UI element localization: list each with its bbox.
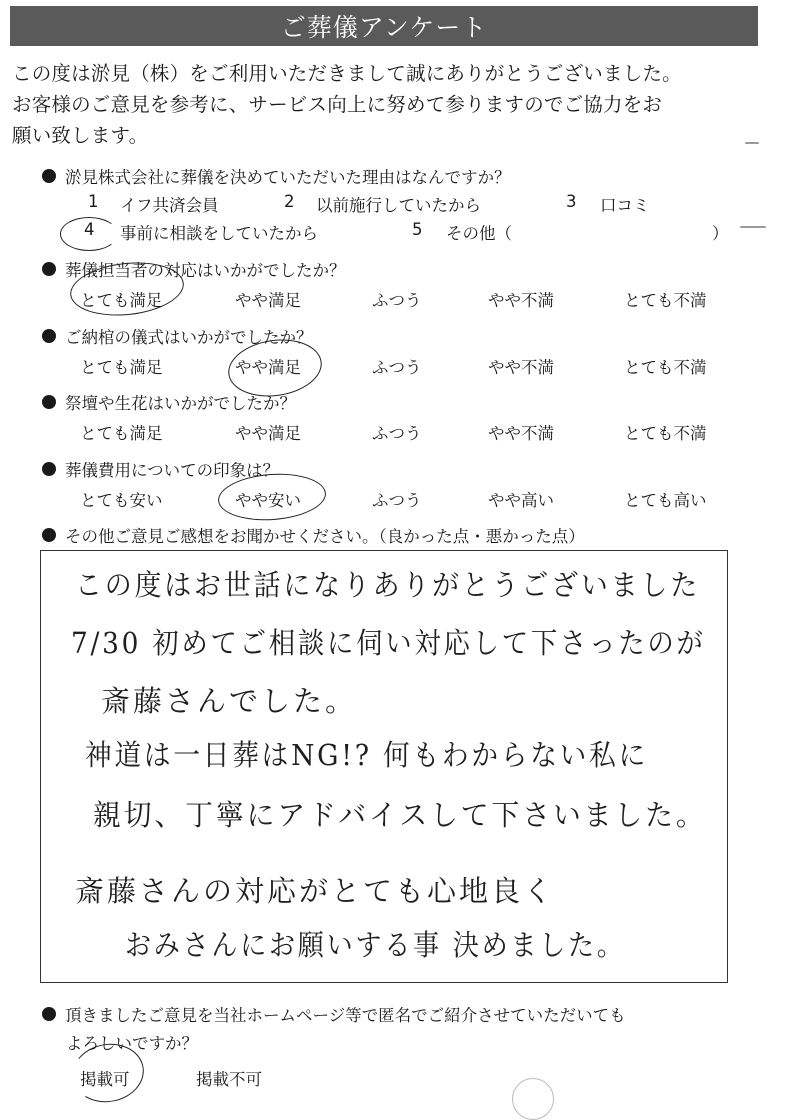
option-altar-4[interactable]: やや不満 <box>488 424 554 443</box>
option-publish-ok[interactable]: 掲載可 <box>80 1070 130 1089</box>
option-reason-5[interactable]: その他（ <box>446 224 512 243</box>
option-altar-3[interactable]: ふつう <box>372 424 422 443</box>
handwritten-line: 神道は一日葬はNG!? 何もわからない私に <box>85 738 649 772</box>
option-staff-3[interactable]: ふつう <box>372 291 422 310</box>
option-encoffining-4[interactable]: やや不満 <box>488 358 554 377</box>
option-staff-2[interactable]: やや満足 <box>235 291 301 310</box>
bullet-icon <box>42 262 56 276</box>
bullet-icon <box>42 329 56 343</box>
bullet-icon <box>42 1007 56 1021</box>
intro-line: 願い致します。 <box>12 124 149 147</box>
question-staff-text: 葬儀担当者の対応はいかがでしたか？ <box>65 261 346 280</box>
option-number: 4 <box>84 220 95 239</box>
scan-mark <box>512 1078 554 1120</box>
option-encoffining-3[interactable]: ふつう <box>372 358 422 377</box>
option-number: 3 <box>566 192 577 211</box>
option-encoffining-2[interactable]: やや満足 <box>235 358 301 377</box>
option-altar-2[interactable]: やや満足 <box>235 424 301 443</box>
scan-mark <box>745 142 759 144</box>
question-encoffining <box>42 324 313 348</box>
intro-line: お客様のご意見を参考に、サービス向上に努めて参りますのでご協力をお <box>12 93 663 116</box>
option-encoffining-1[interactable]: とても満足 <box>80 358 163 377</box>
option-staff-4[interactable]: やや不満 <box>488 291 554 310</box>
option-reason-3[interactable]: 口コミ <box>600 196 650 215</box>
survey-title: ご葬儀アンケート <box>280 13 488 42</box>
handwritten-line: この度はお世話になりありがとうございました <box>75 568 700 602</box>
option-cost-4[interactable]: やや高い <box>488 491 554 510</box>
option-publish-ng[interactable]: 掲載不可 <box>196 1070 262 1089</box>
option-number: 5 <box>412 220 423 239</box>
intro-line: この度は淤見（株）をご利用いただきまして誠にありがとうございました。 <box>12 62 682 85</box>
option-staff-5[interactable]: とても不満 <box>624 291 707 310</box>
option-reason-1[interactable]: イフ共済会員 <box>120 196 219 215</box>
bullet-icon <box>42 528 56 542</box>
question-cost <box>42 457 279 481</box>
handwritten-line: 斎藤さんの対応がとても心地良く <box>75 874 556 908</box>
scan-mark <box>740 226 766 228</box>
question-reason-text: 淤見株式会社に葬儀を決めていただいた理由はなんですか？ <box>65 168 511 187</box>
question-cost-text: 葬儀費用についての印象は？ <box>65 461 280 480</box>
bullet-icon <box>42 169 56 183</box>
question-publish-text-1: 頂きましたご意見を当社ホームページ等で匿名でご紹介させていただいても <box>65 1006 626 1025</box>
option-number: 1 <box>88 192 99 211</box>
option-staff-1[interactable]: とても満足 <box>80 291 163 310</box>
bullet-icon <box>42 395 56 409</box>
option-cost-2[interactable]: やや安い <box>235 491 301 510</box>
handwritten-line: 7/30 初めてご相談に伺い対応して下さったのが <box>71 626 706 660</box>
question-publish <box>42 1002 626 1026</box>
question-reason <box>42 164 511 188</box>
question-comments <box>42 523 585 547</box>
comment-box[interactable] <box>40 550 728 983</box>
handwritten-line: おみさんにお願いする事 決めました。 <box>125 928 626 962</box>
question-staff <box>42 257 346 281</box>
option-cost-3[interactable]: ふつう <box>372 491 422 510</box>
option-number: 2 <box>284 192 295 211</box>
question-publish-text-2: よろしいですか？ <box>66 1034 198 1053</box>
option-altar-5[interactable]: とても不満 <box>624 424 707 443</box>
option-reason-4[interactable]: 事前に相談をしていたから <box>120 224 318 243</box>
survey-title-bar <box>10 6 758 46</box>
option-encoffining-5[interactable]: とても不満 <box>624 358 707 377</box>
handwritten-line: 親切、丁寧にアドバイスして下さいました。 <box>93 798 707 832</box>
question-altar <box>42 390 296 414</box>
option-reason-2[interactable]: 以前施行していたから <box>316 196 481 215</box>
option-cost-5[interactable]: とても高い <box>624 491 707 510</box>
question-altar-text: 祭壇や生花はいかがでしたか？ <box>65 394 296 413</box>
option-cost-1[interactable]: とても安い <box>80 491 163 510</box>
intro-text <box>12 58 772 151</box>
handwritten-line: 斎藤さんでした。 <box>101 684 358 718</box>
bullet-icon <box>42 462 56 476</box>
question-encoffining-text: ご納棺の儀式はいかがでしたか？ <box>65 328 313 347</box>
question-comments-text: その他ご意見ご感想をお聞かせください。（良かった点・悪かった点） <box>65 527 585 546</box>
paren-close: ） <box>712 224 729 243</box>
option-altar-1[interactable]: とても満足 <box>80 424 163 443</box>
